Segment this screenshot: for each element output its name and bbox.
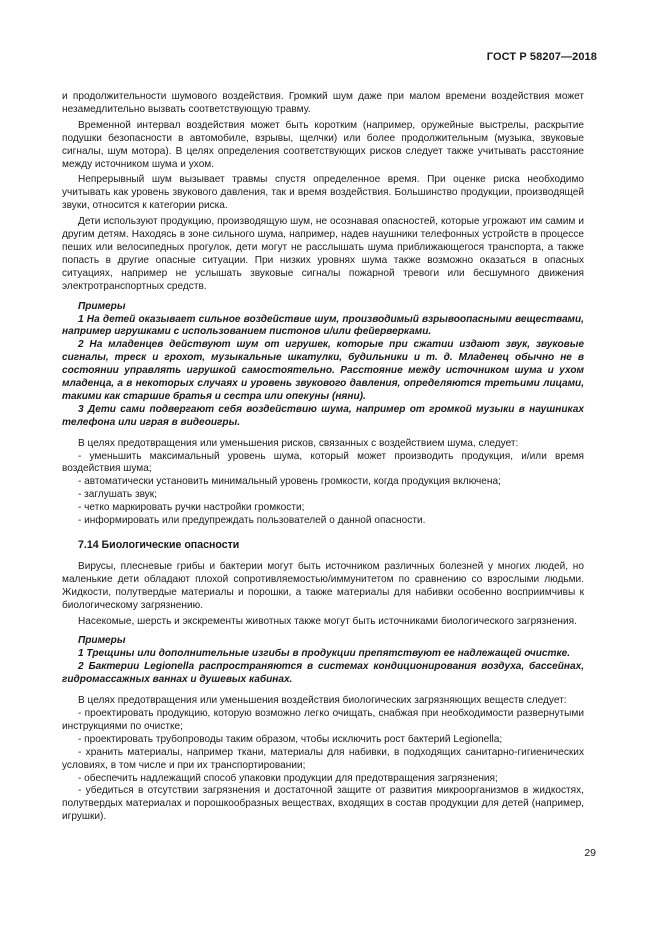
list-item: - информировать или предупреждать пользователей о данной опасности. (78, 515, 426, 527)
example-item: 2 Бактерии Legionella распространяются в системах кондиционирования воздуха, бассейнах, гидромассажных ваннах и душевых кабинах. (62, 661, 584, 686)
examples-heading: Примеры (78, 635, 126, 647)
document-id: ГОСТ Р 58207—2018 (486, 51, 597, 63)
list-item: - автоматически установить минимальный уровень громкости, когда продукция включена; (78, 476, 501, 488)
paragraph: Непрерывный шум вызывает травмы спустя определенное время. При оценке риска необходимо учитывать как уровень звукового давления, так и время воздействия. Большинство продукции, производящей звуки, относится к категории риска. (62, 174, 584, 212)
page-body (62, 91, 584, 824)
example-item: 1 На детей оказывает сильное воздействие шум, производимый взрывоопасными веществами, например игрушками с использованием пистонов и/или фейерверками. (62, 313, 584, 338)
paragraph: Дети используют продукцию, производящую шум, не осознавая опасностей, которые угрожают им самим и другим детям. Находясь в зоне сильного шума, например, надев наушники телефонных устройств в процессе пеших или велосипедных прогулок, дети могут не расслышать шума приближающегося транспорта, а также попасть в другие опасные ситуации. При низких уровнях шума также возможно оказаться в опасных ситуациях, например не услышать звуковые сигналы пожарной тревоги или бесшумного движения электротранспортных средств. (62, 216, 584, 292)
list-item: - четко маркировать ручки настройки громкости; (78, 502, 305, 514)
paragraph: и продолжительности шумового воздействия. Громкий шум даже при малом времени воздействия может незамедлительно вызвать соответствующую травму. (62, 91, 584, 115)
paragraph: В целях предотвращения или уменьшения рисков, связанных с воздействием шума, следует: (78, 437, 519, 449)
paragraph: В целях предотвращения или уменьшения воздействия биологических загрязняющих веществ следует: (78, 695, 567, 707)
paragraph: Насекомые, шерсть и экскременты животных также могут быть источниками биологического загрязнения. (78, 615, 577, 627)
list-item: - убедиться в отсутствии загрязнения и достаточной защите от развития микроорганизмов в жидкостях, полутвердых материалах и порошкообразных веществах, входящих в состав продукции для детей (например, игрушки). (62, 785, 584, 823)
examples-heading: Примеры (78, 300, 126, 312)
paragraph: Вирусы, плесневые грибы и бактерии могут быть источником различных болезней у многих людей, но маленькие дети обладают плохой сопротивляемостью/иммунитетом по сравнению со взрослыми людьми. Жидкости, полутвердые материалы и порошки, а также материалы для набивки особенно восприимчивы к биологическому загрязнению. (62, 560, 584, 611)
list-item: - обеспечить надлежащий способ упаковки продукции для предотвращения загрязнения; (78, 772, 498, 784)
paragraph: Временной интервал воздействия может быть коротким (например, оружейные выстрелы, раскрытие подушки безопасности в автомобиле, взрывы, щелчки) или более продолжительным (музыка, звуковые сигналы, шум мотора). В целях определения соответствующих рисков следует также учитывать расстояние между источником шума и ухом. (62, 119, 584, 170)
example-item: 2 На младенцев действуют шум от игрушек, которые при сжатии издают звук, звуковые сигналы, треск и грохот, музыкальные шкатулки, будильники и т. д. Младенец обычно не в состоянии управлять игрушкой самостоятельно. Расстояние между источником шума и ухом младенца, а в некоторых случаях и уровень звукового давления, определяются третьими лицами, такими как старшие братья и сестра или опекуны (няни). (62, 339, 584, 402)
example-item: 1 Трещины или дополнительные изгибы в продукции препятствуют ее надлежащей очистке. (78, 648, 571, 660)
example-item: 3 Дети сами подвергают себя воздействию шума, например от громкой музыки в наушниках телефона или играя в видеоигры. (62, 403, 584, 428)
list-item: - заглушать звук; (78, 489, 158, 501)
page-number: 29 (584, 847, 596, 859)
list-item: - уменьшить максимальный уровень шума, который может производить продукция, и/или время воздействия шума; (62, 450, 584, 475)
list-item: - проектировать трубопроводы таким образом, чтобы исключить рост бактерий Legionella; (78, 733, 503, 745)
section-heading: 7.14 Биологические опасности (78, 539, 240, 551)
list-item: - хранить материалы, например ткани, материалы для набивки, в подходящих санитарно-гигиенических условиях, в том числе и при их транспортировании; (62, 746, 584, 771)
list-item: - проектировать продукцию, которую возможно легко очищать, снабжая при необходимости развернутыми инструкциями по очистке; (62, 707, 584, 732)
